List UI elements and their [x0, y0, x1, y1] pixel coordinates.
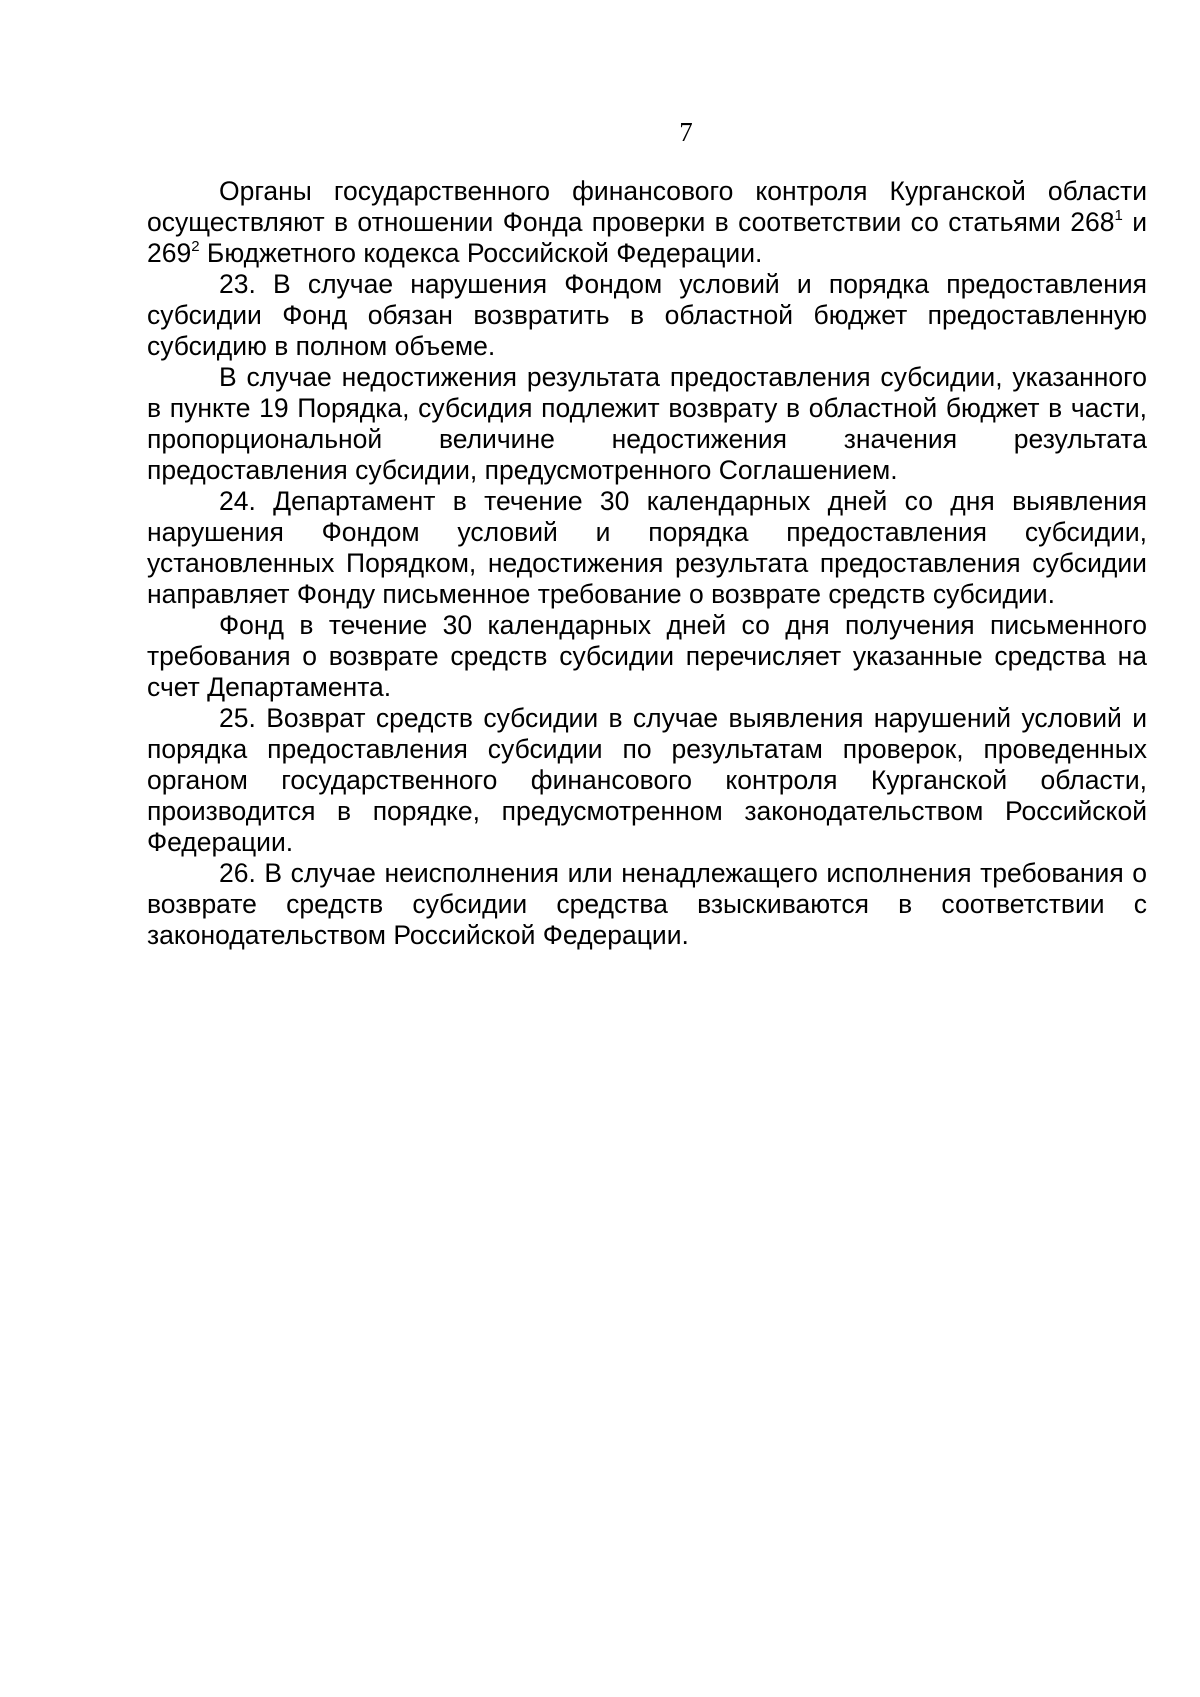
paragraph-financial-control [147, 176, 1147, 269]
paragraph-text: и 269 [147, 207, 1147, 268]
superscript: 1 [1114, 207, 1123, 224]
paragraph-text: Бюджетного кодекса Российской Федерации. [199, 238, 763, 268]
document-body [147, 176, 1147, 951]
paragraph-fund-transfer: Фонд в течение 30 календарных дней со дня получения письменного требования о возврате средств субсидии перечисляет указанные средства на счет Департамента. [147, 610, 1147, 702]
paragraph-25: 25. Возврат средств субсидии в случае выявления нарушений условий и порядка предоставления субсидии по результатам проверок, проведенных органом государственного финансового контроля Курганской области, производится в порядке, предусмотренном законодательством Российской Федерации. [147, 703, 1147, 857]
paragraph-26: 26. В случае неисполнения или ненадлежащего исполнения требования о возврате средств субсидии средства взыскиваются в соответствии с законодательством Российской Федерации. [147, 858, 1147, 950]
paragraph-23: 23. В случае нарушения Фондом условий и порядка предоставления субсидии Фонд обязан возвратить в областной бюджет предоставленную субсидию в полном объеме. [147, 269, 1147, 361]
paragraph-result-shortfall: В случае недостижения результата предоставления субсидии, указанного в пункте 19 Порядка, субсидия подлежит возврату в областной бюджет в части, пропорциональной величине недостижения значения результата предоставления субсидии, предусмотренного Соглашением. [147, 362, 1147, 485]
paragraph-24: 24. Департамент в течение 30 календарных дней со дня выявления нарушения Фондом условий и порядка предоставления субсидии, установленных Порядком, недостижения результата предоставления субсидии направляет Фонду письменное требование о возврате средств субсидии. [147, 486, 1147, 609]
superscript: 2 [191, 238, 200, 255]
page-number: 7 [679, 117, 693, 147]
paragraph-text: Органы государственного финансового контроля Курганской области осуществляют в отношении Фонда проверки в соответствии со статьями 268 [147, 176, 1147, 237]
